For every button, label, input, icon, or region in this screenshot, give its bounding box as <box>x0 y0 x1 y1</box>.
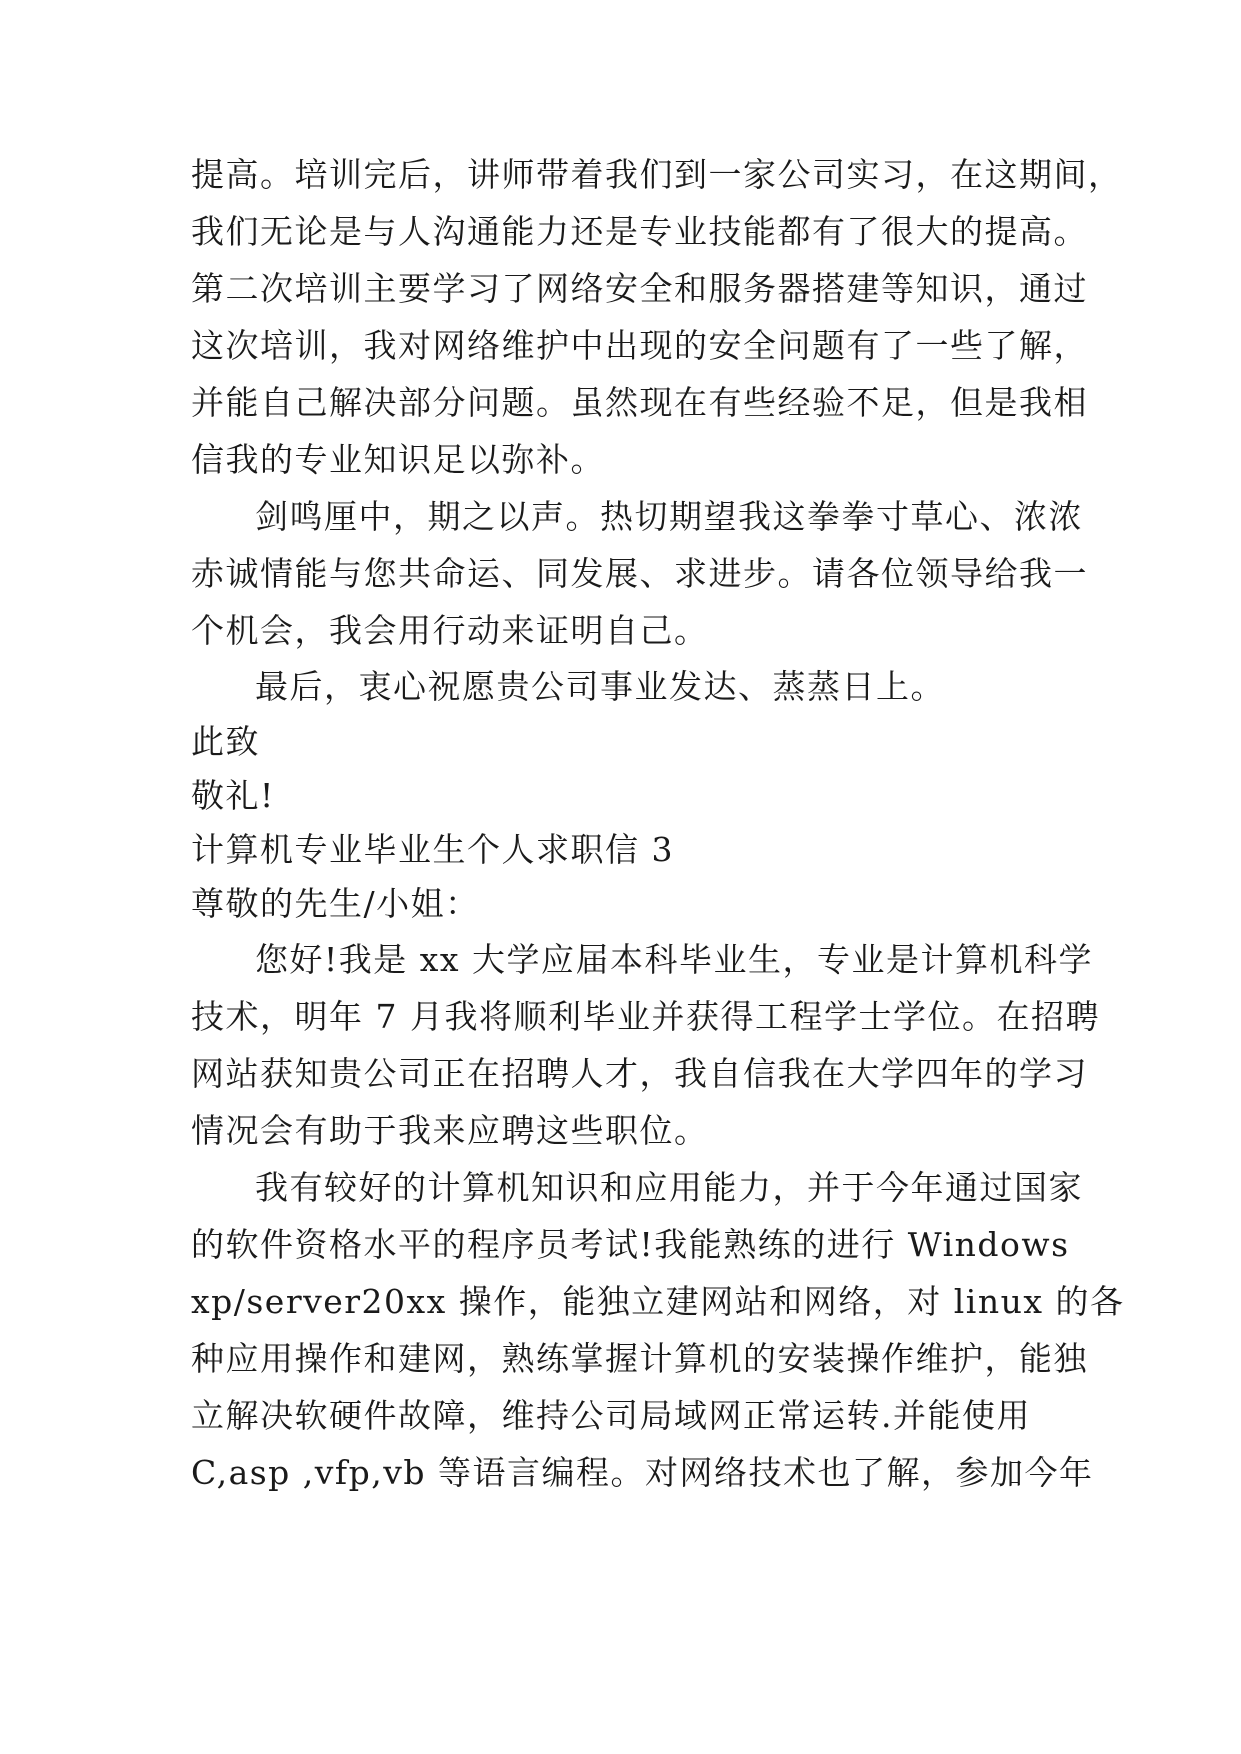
closing-regards: 敬礼! <box>191 776 275 815</box>
text-line: xp/server20xx 操作，能独立建网站和网络，对 linux 的各 <box>191 1282 1125 1321</box>
text-line: 剑鸣厘中，期之以声。热切期望我这拳拳寸草心、浓浓 <box>255 497 1083 536</box>
text-line: 最后，衷心祝愿贵公司事业发达、蒸蒸日上。 <box>255 667 945 706</box>
closing-salutation: 此致 <box>191 722 260 761</box>
text-line: 情况会有助于我来应聘这些职位。 <box>191 1111 709 1150</box>
text-line: 您好!我是 xx 大学应届本科毕业生，专业是计算机科学 <box>255 940 1093 979</box>
text-line: 并能自己解决部分问题。虽然现在有些经验不足，但是我相 <box>191 383 1088 422</box>
text-line: C,asp ,vfp,vb 等语言编程。对网络技术也了解，参加今年 <box>191 1453 1094 1492</box>
text-line: 种应用操作和建网，熟练掌握计算机的安装操作维护，能独 <box>191 1339 1088 1378</box>
letter-greeting: 尊敬的先生/小姐： <box>191 884 480 923</box>
text-line: 赤诚情能与您共命运、同发展、求进步。请各位领导给我一 <box>191 554 1088 593</box>
letter-title: 计算机专业毕业生个人求职信 3 <box>191 830 674 869</box>
text-line: 网站获知贵公司正在招聘人才，我自信我在大学四年的学习 <box>191 1054 1088 1093</box>
text-line: 个机会，我会用行动来证明自己。 <box>191 611 709 650</box>
text-line: 第二次培训主要学习了网络安全和服务器搭建等知识，通过 <box>191 269 1088 308</box>
text-line: 立解决软硬件故障，维持公司局域网正常运转.并能使用 <box>191 1396 1031 1435</box>
text-line: 这次培训，我对网络维护中出现的安全问题有了一些了解， <box>191 326 1088 365</box>
text-line: 我们无论是与人沟通能力还是专业技能都有了很大的提高。 <box>191 212 1088 251</box>
text-line: 的软件资格水平的程序员考试!我能熟练的进行 Windows <box>191 1225 1070 1264</box>
text-line: 信我的专业知识足以弥补。 <box>191 440 605 479</box>
text-line: 我有较好的计算机知识和应用能力，并于今年通过国家 <box>255 1168 1083 1207</box>
text-line: 技术，明年 7 月我将顺利毕业并获得工程学士学位。在招聘 <box>191 997 1100 1036</box>
text-line: 提高。培训完后，讲师带着我们到一家公司实习，在这期间， <box>191 155 1123 194</box>
